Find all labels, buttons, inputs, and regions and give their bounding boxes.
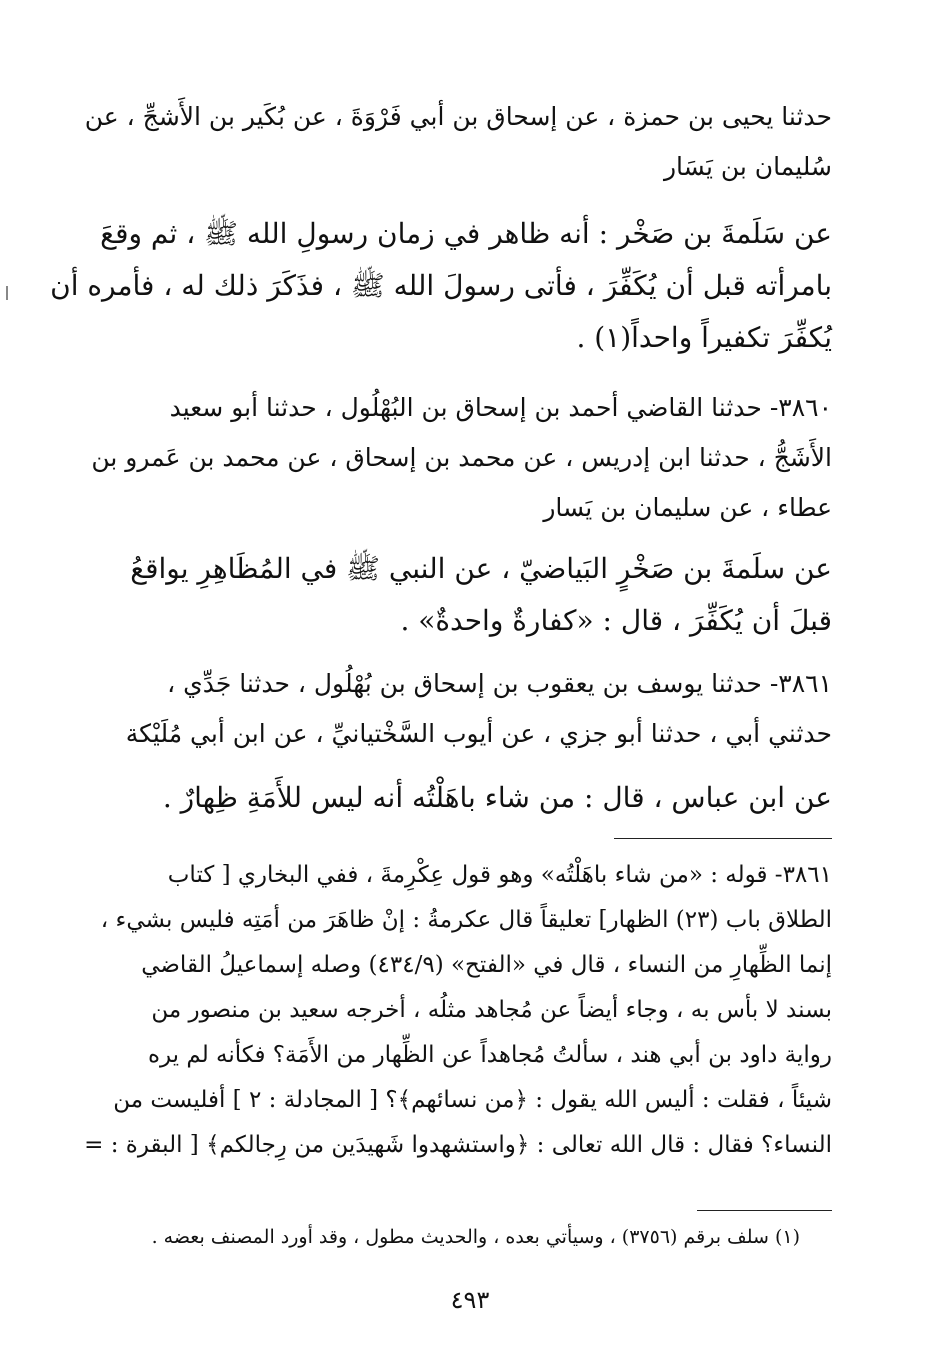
- isnad-3860: [91, 383, 832, 533]
- text-line: عن سلَمةَ بن صَخْرٍ البَياضيّ ، عن النبي ﷺ في المُظَاهِرِ يواقعُ: [130, 552, 832, 585]
- commentary-3861: [84, 853, 832, 1168]
- text-line: الأَشَجُّ ، حدثنا ابن إدريس ، عن محمد بن إسحاق ، عن محمد بن عَمرو بن: [91, 443, 832, 472]
- text-line: بامرأته قبل أن يُكَفِّرَ ، فأتى رسولَ الله ﷺ ، فذَكَرَ ذلك له ، فأمره أن: [50, 269, 832, 302]
- text-line: إنما الظِّهارِ من النساء ، قال في «الفتح» (٤٣٤/٩) وصله إسماعيلُ القاضي: [141, 952, 832, 978]
- scan-margin-mark: [6, 286, 8, 300]
- isnad-3861: [125, 659, 832, 759]
- footnote-divider: [697, 1210, 832, 1211]
- text-line: النساء؟ فقال : قال الله تعالى : ﴿واستشهدوا شَهيدَين من رِجالكم﴾ [ البقرة : =: [84, 1132, 832, 1158]
- text-line: الطلاق باب (٢٣) الظهار] تعليقاً قال عكرمةُ : إنْ ظاهَرَ من أمَتِه فليس بشيء ،: [100, 907, 832, 933]
- text-line: حدثني أبي ، حدثنا أبو جزي ، عن أيوب السَّخْتيانيِّ ، عن ابن أبي مُلَيْكة: [125, 719, 832, 748]
- text-line: قبلَ أن يُكَفِّرَ ، قال : «كفارةٌ واحدةٌ» .: [400, 604, 832, 637]
- text-line: شيئاً ، فقلت : أليس الله يقول : ﴿من نسائهم﴾؟ [ المجادلة : ٢ ] أفليست من: [113, 1087, 832, 1113]
- text-line: عن سَلَمةَ بن صَخْر : أنه ظاهر في زمان رسولِ الله ﷺ ، ثم وقعَ: [100, 217, 832, 250]
- text-line: بسند لا بأس به ، وجاء أيضاً عن مُجاهد مثلُه ، أخرجه سعيد بن منصور من: [151, 997, 832, 1023]
- page-number: ٤٩٣: [450, 1286, 490, 1314]
- matn-3861: [128, 772, 832, 824]
- text-line: رواية داود بن أبي هند ، سألتُ مُجاهداً عن الظِّهار من الأَمَة؟ فكأنه لم يره: [147, 1042, 832, 1068]
- text-line: ٣٨٦١- حدثنا يوسف بن يعقوب بن إسحاق بن بُهْلُول ، حدثنا جَدِّي ،: [167, 669, 832, 698]
- text-line: ٣٨٦١- قوله : «من شاء باهَلْتُه» وهو قول عِكْرِمةَ ، ففي البخاري [ كتاب: [167, 862, 832, 888]
- footnote-1: (١) سلف برقم (٣٧٥٦) ، وسيأتي بعده ، والحديث مطول ، وقد أورد المصنف بعضه .: [151, 1226, 800, 1248]
- matn-3859: [50, 208, 832, 364]
- matn-3860: [128, 543, 832, 647]
- isnad-3859-tail: [84, 92, 832, 192]
- text-line: يُكفِّرَ تكفيراً واحداً(١) .: [576, 321, 832, 354]
- text-line: عطاء ، عن سليمان بن يَسار: [543, 493, 832, 522]
- text-line: ٣٨٦٠- حدثنا القاضي أحمد بن إسحاق بن البُهْلُول ، حدثنا أبو سعيد: [169, 393, 832, 422]
- text-line: حدثنا يحيى بن حمزة ، عن إسحاق بن أبي فَرْوَةَ ، عن بُكَير بن الأَشجِّ ، عن: [84, 102, 832, 131]
- text-line: عن ابن عباس ، قال : من شاء باهَلْتُه أنه ليس للأَمَةِ ظِهارٌ .: [162, 781, 832, 814]
- text-line: سُليمان بن يَسَار: [663, 152, 832, 181]
- commentary-divider: [614, 838, 832, 839]
